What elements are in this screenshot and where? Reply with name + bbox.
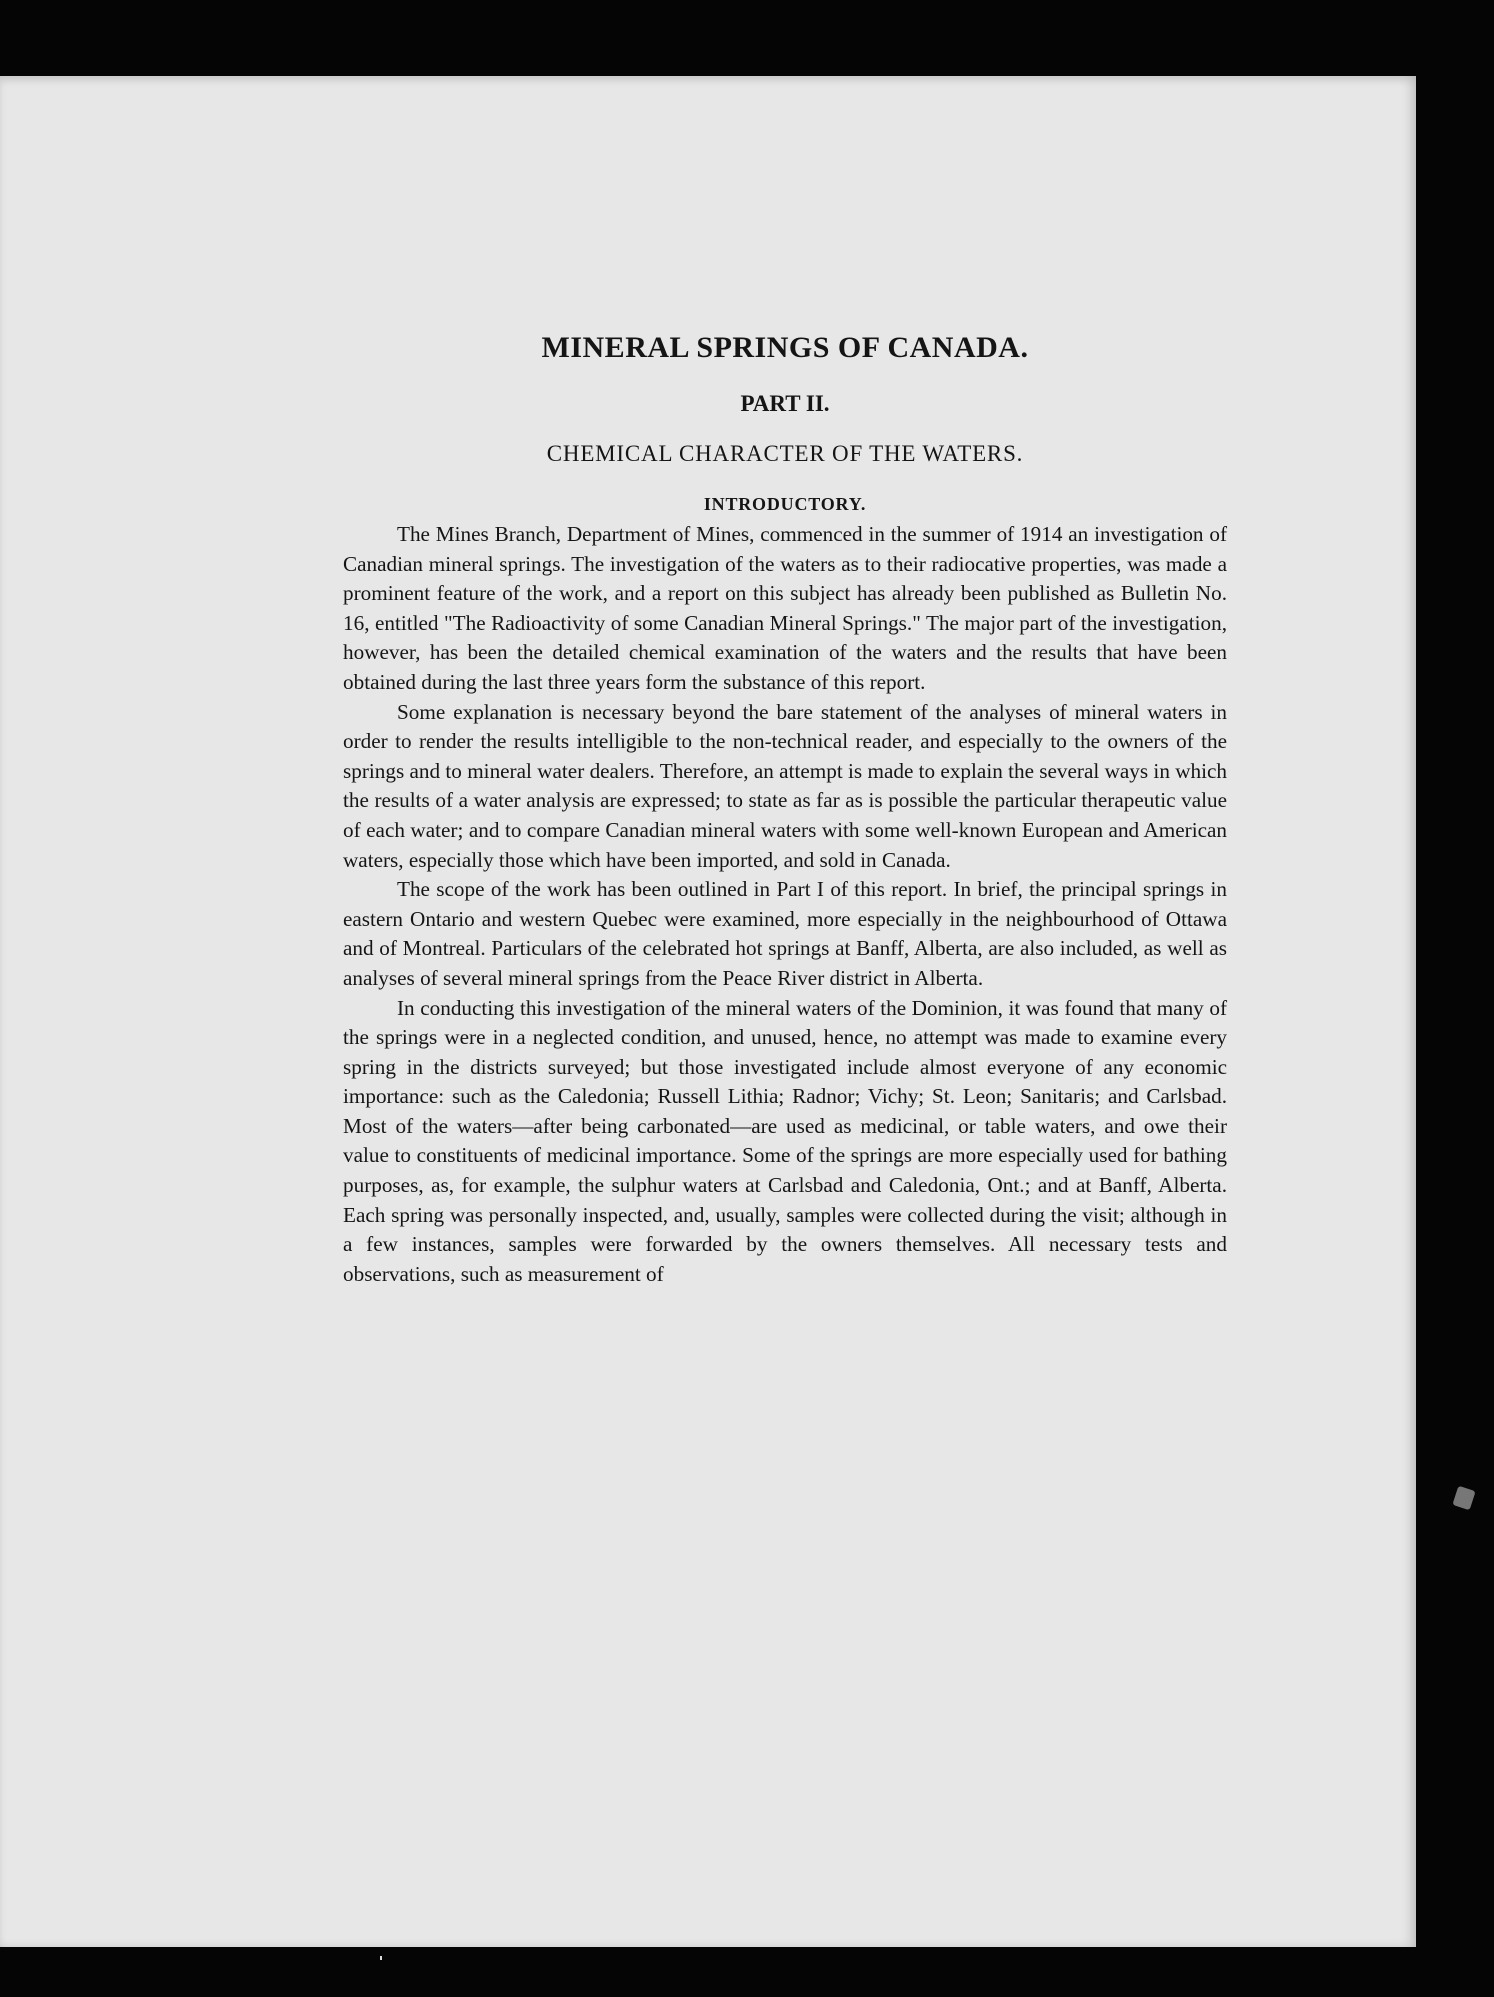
paragraph-1: The Mines Branch, Department of Mines, commenced in the summer of 1914 an investigation of Canadian mineral springs. The investigation of the waters as to their radiocative properties, was made a prominent feature of the work, and a report on this subject has already been published as Bulletin No. 16, entitled "The Radioactivity of some Canadian Mineral Springs." The major part of the investigation, however, has been the detailed chemical examination of the waters and the results that have been obtained during the last three years form the substance of this report. — [343, 522, 1227, 694]
document-title: MINERAL SPRINGS OF CANADA. — [541, 331, 1029, 364]
section-title: CHEMICAL CHARACTER OF THE WATERS. — [546, 441, 1024, 466]
page-content — [343, 328, 1227, 1289]
page-clip-mark — [1452, 1486, 1475, 1511]
paragraph-2: Some explanation is necessary beyond the bare statement of the analyses of mineral waters in order to render the results intelligible to the non-technical reader, and especially to the owners of the springs and to mineral water dealers. Therefore, an attempt is made to explain the several ways in which the results of a water analysis are expressed; to state as far as is possible the particular therapeutic value of each water; and to compare Canadian mineral waters with some well-known European and American waters, especially those which have been imported, and sold in Canada. — [343, 699, 1227, 872]
introductory-heading: INTRODUCTORY. — [703, 494, 867, 514]
scan-mark — [380, 1956, 382, 1960]
part-heading: PART II. — [740, 391, 830, 416]
document-page — [0, 76, 1416, 1947]
paragraph-4: In conducting this investigation of the mineral waters of the Dominion, it was found that many of the springs were in a neglected condition, and unused, hence, no attempt was made to examine every spring in the districts surveyed; but those investigated include almost everyone of any economic importance: such as the Caledonia; Russell Lithia; Radnor; Vichy; St. Leon; Sanitaris; and Carlsbad. Most of the waters—after being carbonated—are used as medicinal, or table waters, and owe their value to constituents of medicinal importance. Some of the springs are more especially used for bathing purposes, as, for example, the sulphur waters at Carlsbad and Caledonia, Ont.; and at Banff, Alberta. Each spring was personally inspected, and, usually, samples were collected during the visit; although in a few instances, samples were forwarded by the owners themselves. All necessary tests and observations, such as measurement of — [343, 995, 1227, 1286]
paragraph-3: The scope of the work has been outlined in Part I of this report. In brief, the principal springs in eastern Ontario and western Quebec were examined, more especially in the neighbourhood of Ottawa and of Montreal. Particulars of the celebrated hot springs at Banff, Alberta, are also included, as well as analyses of several mineral springs from the Peace River district in Alberta. — [343, 877, 1227, 990]
